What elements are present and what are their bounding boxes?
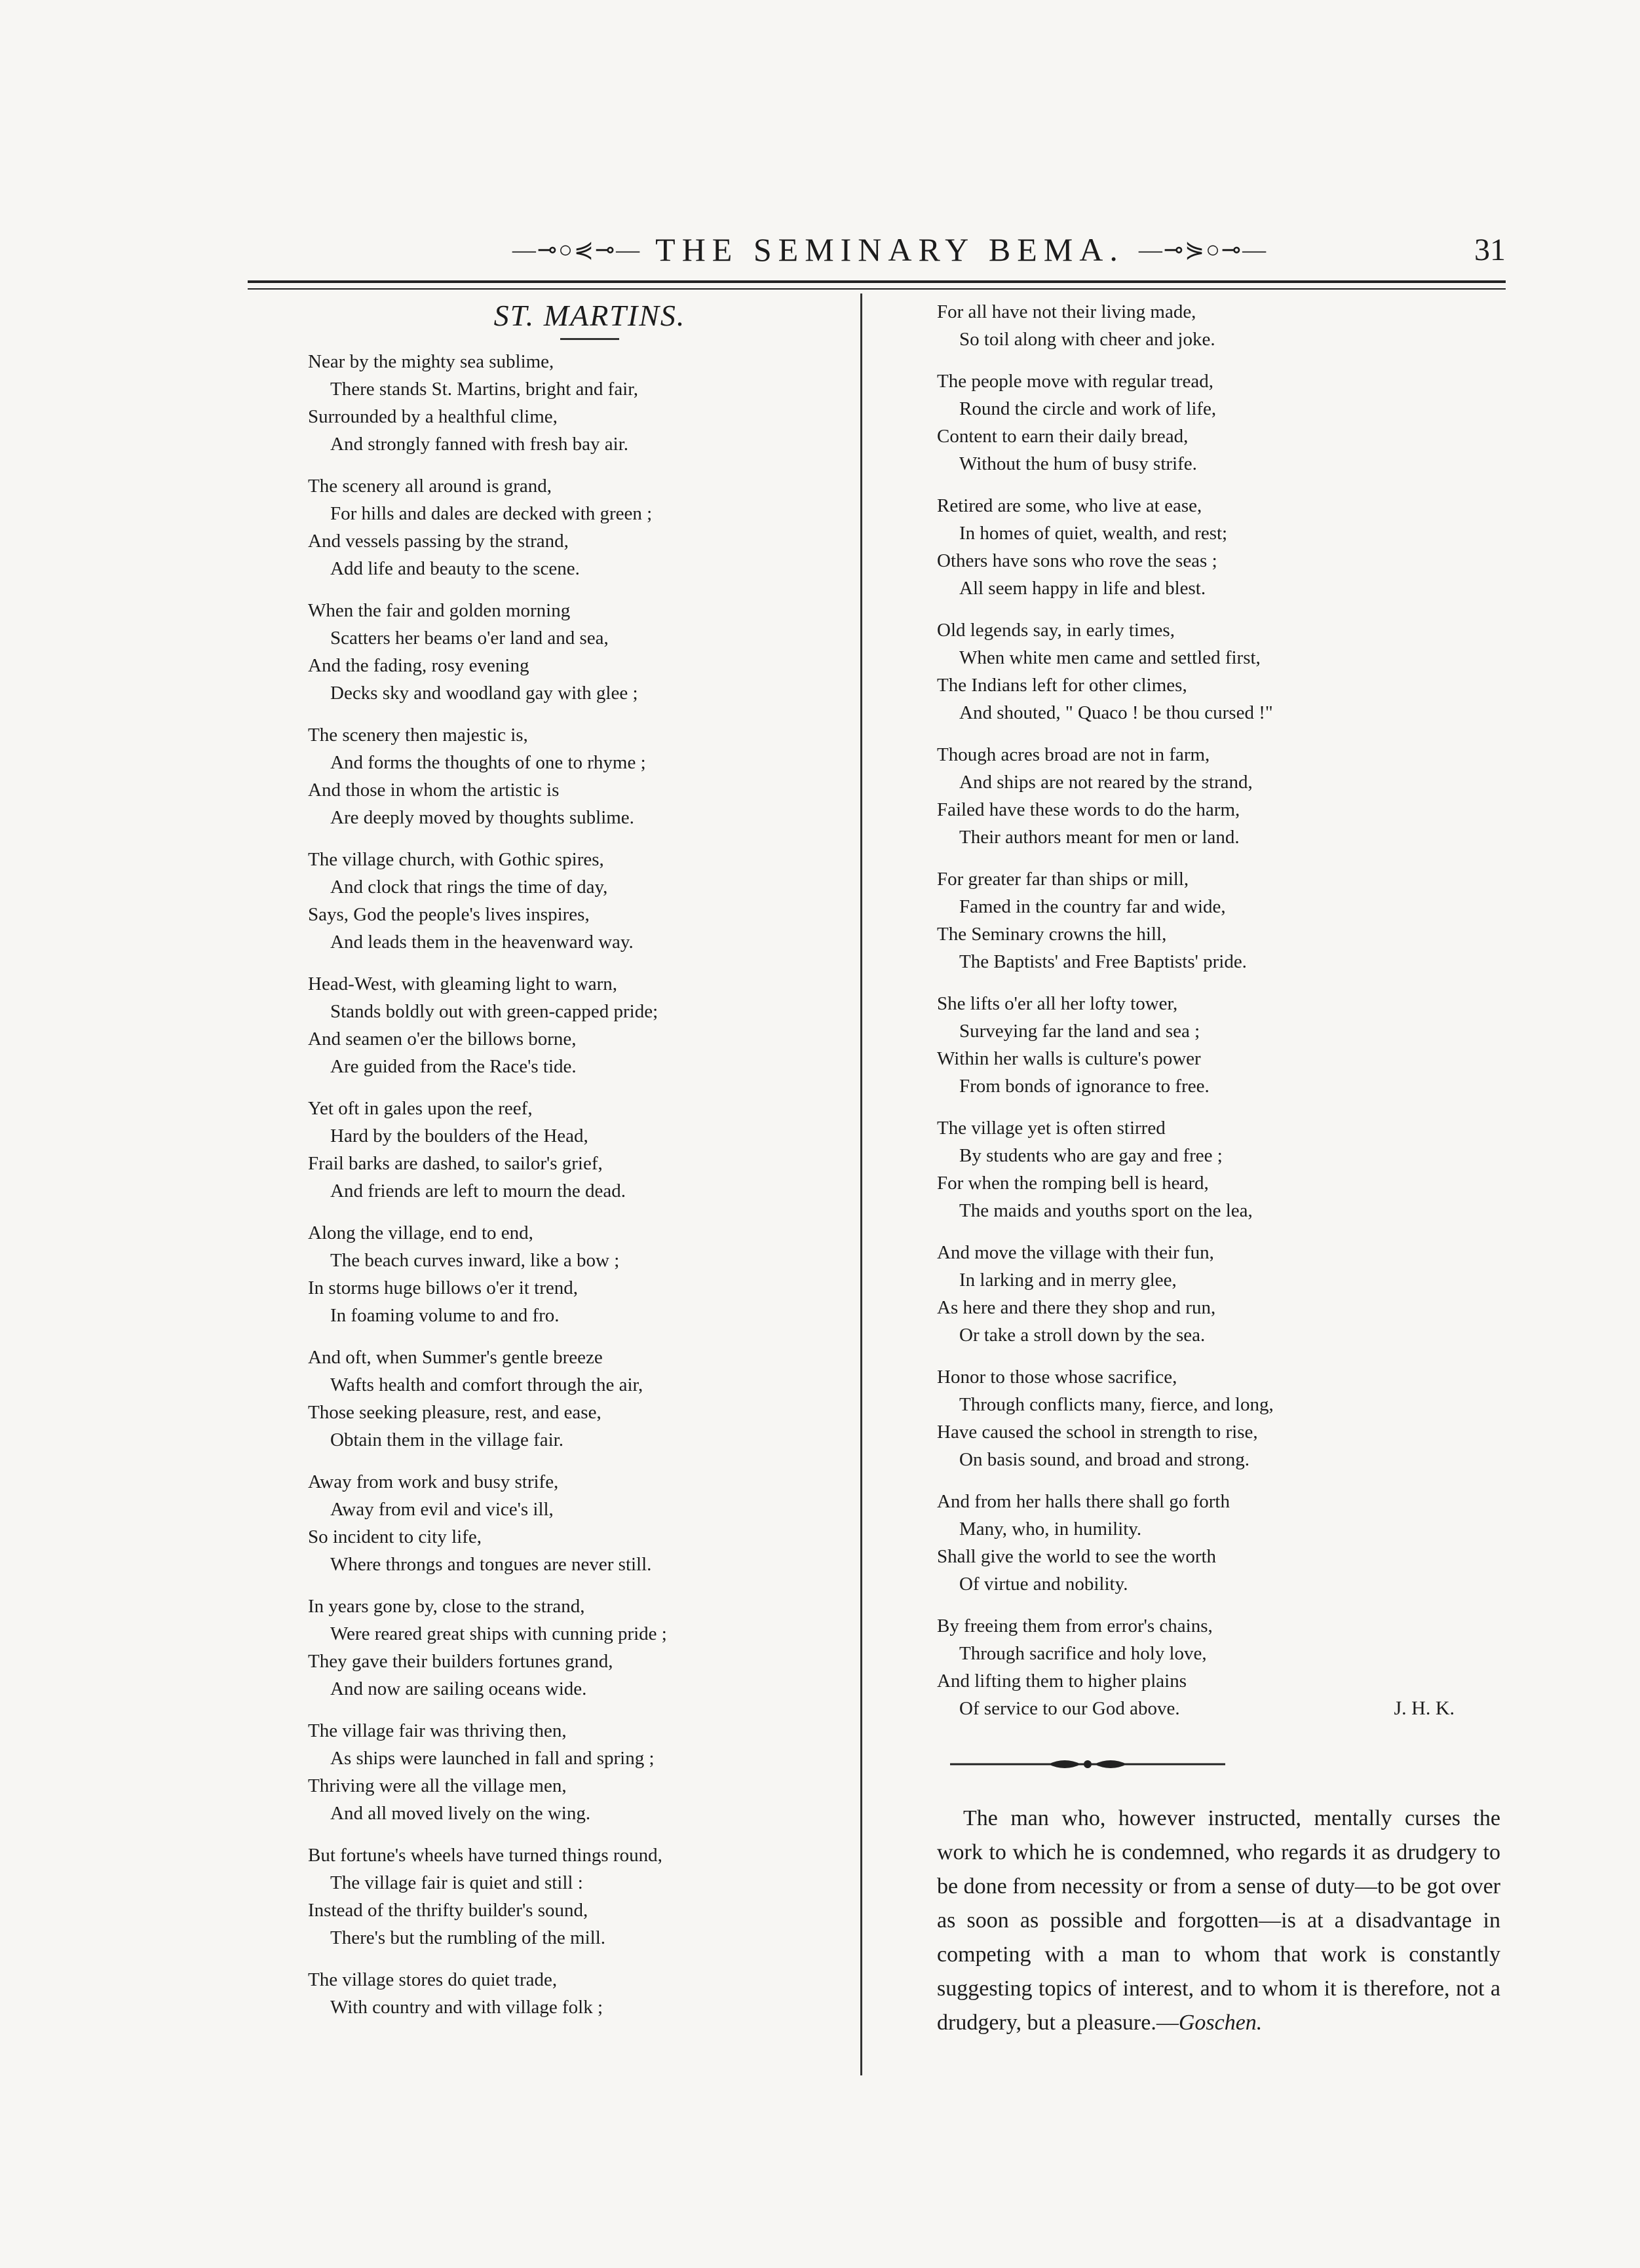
stanza — [937, 865, 1500, 975]
poem-line: Away from work and busy strife, — [308, 1471, 559, 1492]
header-rule — [248, 280, 1506, 283]
poem-line: The Indians left for other climes, — [937, 675, 1187, 696]
poem-title: ST. MARTINS. — [493, 299, 686, 332]
poem-line: Round the circle and work of life, — [959, 398, 1217, 419]
poem-line: Those seeking pleasure, rest, and ease, — [308, 1402, 601, 1423]
stanza — [937, 368, 1500, 478]
poem-line: Through sacrifice and holy love, — [959, 1643, 1207, 1664]
stanza — [937, 1612, 1500, 1722]
poem-line: Surveying far the land and sea ; — [959, 1021, 1200, 1042]
stanza — [308, 1966, 845, 2021]
poem-line: Shall give the world to see the worth — [937, 1546, 1217, 1567]
poem-line: Famed in the country far and wide, — [959, 896, 1226, 917]
quote-paragraph — [937, 1802, 1500, 2040]
poem-line: There stands St. Martins, bright and fair, — [330, 379, 638, 400]
poem-line: Many, who, in humility. — [959, 1519, 1142, 1540]
left-column — [308, 298, 845, 2035]
poem-line: All seem happy in life and blest. — [959, 578, 1206, 599]
poem-line: Yet oft in gales upon the reef, — [308, 1098, 533, 1119]
poem-line: The village stores do quiet trade, — [308, 1969, 558, 1990]
poem-line: Honor to those whose sacrifice, — [937, 1367, 1177, 1388]
journal-title: THE SEMINARY BEMA. — [655, 231, 1124, 268]
poem-line: For all have not their living made, — [937, 301, 1196, 322]
poem-line: And now are sailing oceans wide. — [330, 1678, 587, 1699]
poem-line: Have caused the school in strength to rise, — [937, 1422, 1258, 1443]
stanza — [937, 1363, 1500, 1473]
quote-author: Goschen. — [1178, 2011, 1263, 2035]
stanza — [308, 1095, 845, 1205]
poem-line: The village fair was thriving then, — [308, 1720, 567, 1741]
poem-line: With country and with village folk ; — [330, 1997, 603, 2018]
stanza — [308, 846, 845, 956]
poem-line: The people move with regular tread, — [937, 371, 1213, 392]
poem-line: In years gone by, close to the strand, — [308, 1596, 585, 1617]
poem-line: And strongly fanned with fresh bay air. — [330, 434, 629, 455]
page-header — [248, 227, 1506, 273]
poem-line: Away from evil and vice's ill, — [330, 1499, 554, 1520]
poem-line: For greater far than ships or mill, — [937, 869, 1189, 890]
stanza — [308, 472, 845, 582]
poem-line: Along the village, end to end, — [308, 1222, 533, 1243]
poem-line: The Baptists' and Free Baptists' pride. — [959, 951, 1247, 972]
poem-line: Of service to our God above. — [959, 1698, 1180, 1719]
header-rule-thin — [248, 288, 1506, 290]
stanza — [937, 1488, 1500, 1598]
poem-line: Within her walls is culture's power — [937, 1048, 1201, 1069]
poem-line: So incident to city life, — [308, 1526, 482, 1547]
poem-line: And friends are left to mourn the dead. — [330, 1181, 626, 1201]
column-divider — [860, 293, 862, 2075]
stanza — [308, 1468, 845, 1578]
poem-line: And the fading, rosy evening — [308, 655, 529, 676]
poem-line: By students who are gay and free ; — [959, 1145, 1223, 1166]
poem-line: When white men came and settled first, — [959, 647, 1261, 668]
stanza — [937, 741, 1500, 851]
poem-line: And lifting them to higher plains — [937, 1671, 1187, 1692]
poem-line: Though acres broad are not in farm, — [937, 744, 1210, 765]
poem-line: In storms huge billows o'er it trend, — [308, 1277, 578, 1298]
poem-line: And clock that rings the time of day, — [330, 877, 608, 898]
right-ornament: —⊸⋟○⊸— — [1138, 236, 1268, 263]
stanza — [308, 1344, 845, 1454]
poem-line: When the fair and golden morning — [308, 600, 571, 621]
stanza — [937, 1239, 1500, 1349]
poem-line: Failed have these words to do the harm, — [937, 799, 1240, 820]
stanza — [937, 616, 1500, 727]
poem-line: As here and there they shop and run, — [937, 1297, 1216, 1318]
stanza — [937, 990, 1500, 1100]
poem-line: Thriving were all the village men, — [308, 1775, 567, 1796]
poem-line: Are guided from the Race's tide. — [330, 1056, 577, 1077]
poem-line: Retired are some, who live at ease, — [937, 495, 1202, 516]
poem-line: Wafts health and comfort through the air, — [330, 1374, 643, 1395]
stanza — [937, 298, 1500, 353]
poem-line: But fortune's wheels have turned things round, — [308, 1845, 662, 1866]
poem-line: The Seminary crowns the hill, — [937, 924, 1167, 945]
poem-line: Frail barks are dashed, to sailor's grief, — [308, 1153, 603, 1174]
poem-line: Near by the mighty sea sublime, — [308, 351, 554, 372]
poem-line: Add life and beauty to the scene. — [330, 558, 580, 579]
right-stanzas — [937, 298, 1500, 1722]
poem-line: Were reared great ships with cunning pride ; — [330, 1623, 667, 1644]
poem-line: The maids and youths sport on the lea, — [959, 1200, 1253, 1221]
poem-line: Others have sons who rove the seas ; — [937, 550, 1217, 571]
poem-line: And from her halls there shall go forth — [937, 1491, 1230, 1512]
poem-line: The village church, with Gothic spires, — [308, 849, 604, 870]
poem-line: Instead of the thrifty builder's sound, — [308, 1900, 588, 1921]
stanza — [937, 1114, 1500, 1224]
poem-line: Content to earn their daily bread, — [937, 426, 1189, 447]
poem-line: And ships are not reared by the strand, — [959, 772, 1253, 793]
signature-row — [937, 1695, 1500, 1722]
section-divider-ornament — [950, 1752, 1225, 1776]
poem-line: The village yet is often stirred — [937, 1118, 1166, 1139]
poem-line: As ships were launched in fall and spring ; — [330, 1748, 655, 1769]
poem-line: And vessels passing by the strand, — [308, 531, 569, 552]
poem-line: Without the hum of busy strife. — [959, 453, 1197, 474]
page-number: 31 — [1474, 232, 1506, 267]
poem-line: Surrounded by a healthful clime, — [308, 406, 558, 427]
poem-line: In foaming volume to and fro. — [330, 1305, 560, 1326]
poem-line: For when the romping bell is heard, — [937, 1173, 1209, 1194]
stanza — [308, 1219, 845, 1329]
poem-signature: J. H. K. — [1394, 1697, 1455, 1719]
stanza — [308, 597, 845, 707]
poem-line: For hills and dales are decked with green ; — [330, 503, 653, 524]
poem-line: And forms the thoughts of one to rhyme ; — [330, 752, 646, 773]
poem-line: And leads them in the heavenward way. — [330, 932, 634, 953]
stanza — [937, 492, 1500, 602]
poem-line: Through conflicts many, fierce, and long, — [959, 1394, 1274, 1415]
title-rule — [560, 338, 619, 340]
poem-line: Their authors meant for men or land. — [959, 827, 1240, 848]
poem-line: Hard by the boulders of the Head, — [330, 1125, 588, 1146]
poem-line: And all moved lively on the wing. — [330, 1803, 591, 1824]
stanza — [308, 970, 845, 1080]
poem-line: And move the village with their fun, — [937, 1242, 1214, 1263]
poem-line: The beach curves inward, like a bow ; — [330, 1250, 620, 1271]
poem-line: In homes of quiet, wealth, and rest; — [959, 523, 1228, 544]
quote-text: The man who, however instructed, mentally curses the work to which he is condemned, who regards it as drudgery to be done from necessity or from a sense of duty—to be got over as soon as possible and forgotten—is at a disadvantage in competing with a man to whom that work is constantly suggesting topics of interest, and to whom it is therefore, not a drudgery, but a pleasure.— — [937, 1806, 1500, 2035]
poem-line: Head-West, with gleaming light to warn, — [308, 973, 618, 994]
poem-line: They gave their builders fortunes grand, — [308, 1651, 613, 1672]
left-stanzas — [308, 348, 845, 2021]
stanza — [308, 1842, 845, 1952]
poem-line: On basis sound, and broad and strong. — [959, 1449, 1250, 1470]
poem-line: Decks sky and woodland gay with glee ; — [330, 683, 638, 704]
poem-line: She lifts o'er all her lofty tower, — [937, 993, 1178, 1014]
poem-line: Scatters her beams o'er land and sea, — [330, 628, 609, 649]
poem-line: By freeing them from error's chains, — [937, 1616, 1213, 1636]
right-column — [937, 298, 1500, 2040]
left-ornament: —⊸○⋞⊸— — [512, 236, 641, 263]
poem-line: The scenery then majestic is, — [308, 725, 528, 746]
poem-line: There's but the rumbling of the mill. — [330, 1927, 606, 1948]
poem-line: Says, God the people's lives inspires, — [308, 904, 590, 925]
stanza — [308, 1593, 845, 1703]
stanza — [308, 721, 845, 831]
poem-line: So toil along with cheer and joke. — [959, 329, 1215, 350]
poem-line: Or take a stroll down by the sea. — [959, 1325, 1206, 1346]
poem-line: The village fair is quiet and still : — [330, 1872, 583, 1893]
poem-line: And oft, when Summer's gentle breeze — [308, 1347, 603, 1368]
poem-line: And those in whom the artistic is — [308, 780, 560, 801]
poem-line: Are deeply moved by thoughts sublime. — [330, 807, 634, 828]
poem-line: Old legends say, in early times, — [937, 620, 1175, 641]
poem-line: The scenery all around is grand, — [308, 476, 552, 497]
poem-line: From bonds of ignorance to free. — [959, 1076, 1210, 1097]
poem-line: Where throngs and tongues are never still. — [330, 1554, 652, 1575]
poem-line: Of virtue and nobility. — [959, 1574, 1128, 1595]
poem-line: And seamen o'er the billows borne, — [308, 1029, 577, 1049]
poem-line: And shouted, " Quaco ! be thou cursed !" — [959, 702, 1273, 723]
poem-line: Obtain them in the village fair. — [330, 1429, 563, 1450]
poem-line: Stands boldly out with green-capped pride; — [330, 1001, 658, 1022]
stanza — [308, 348, 845, 458]
poem-line: In larking and in merry glee, — [959, 1270, 1177, 1291]
stanza — [308, 1717, 845, 1827]
